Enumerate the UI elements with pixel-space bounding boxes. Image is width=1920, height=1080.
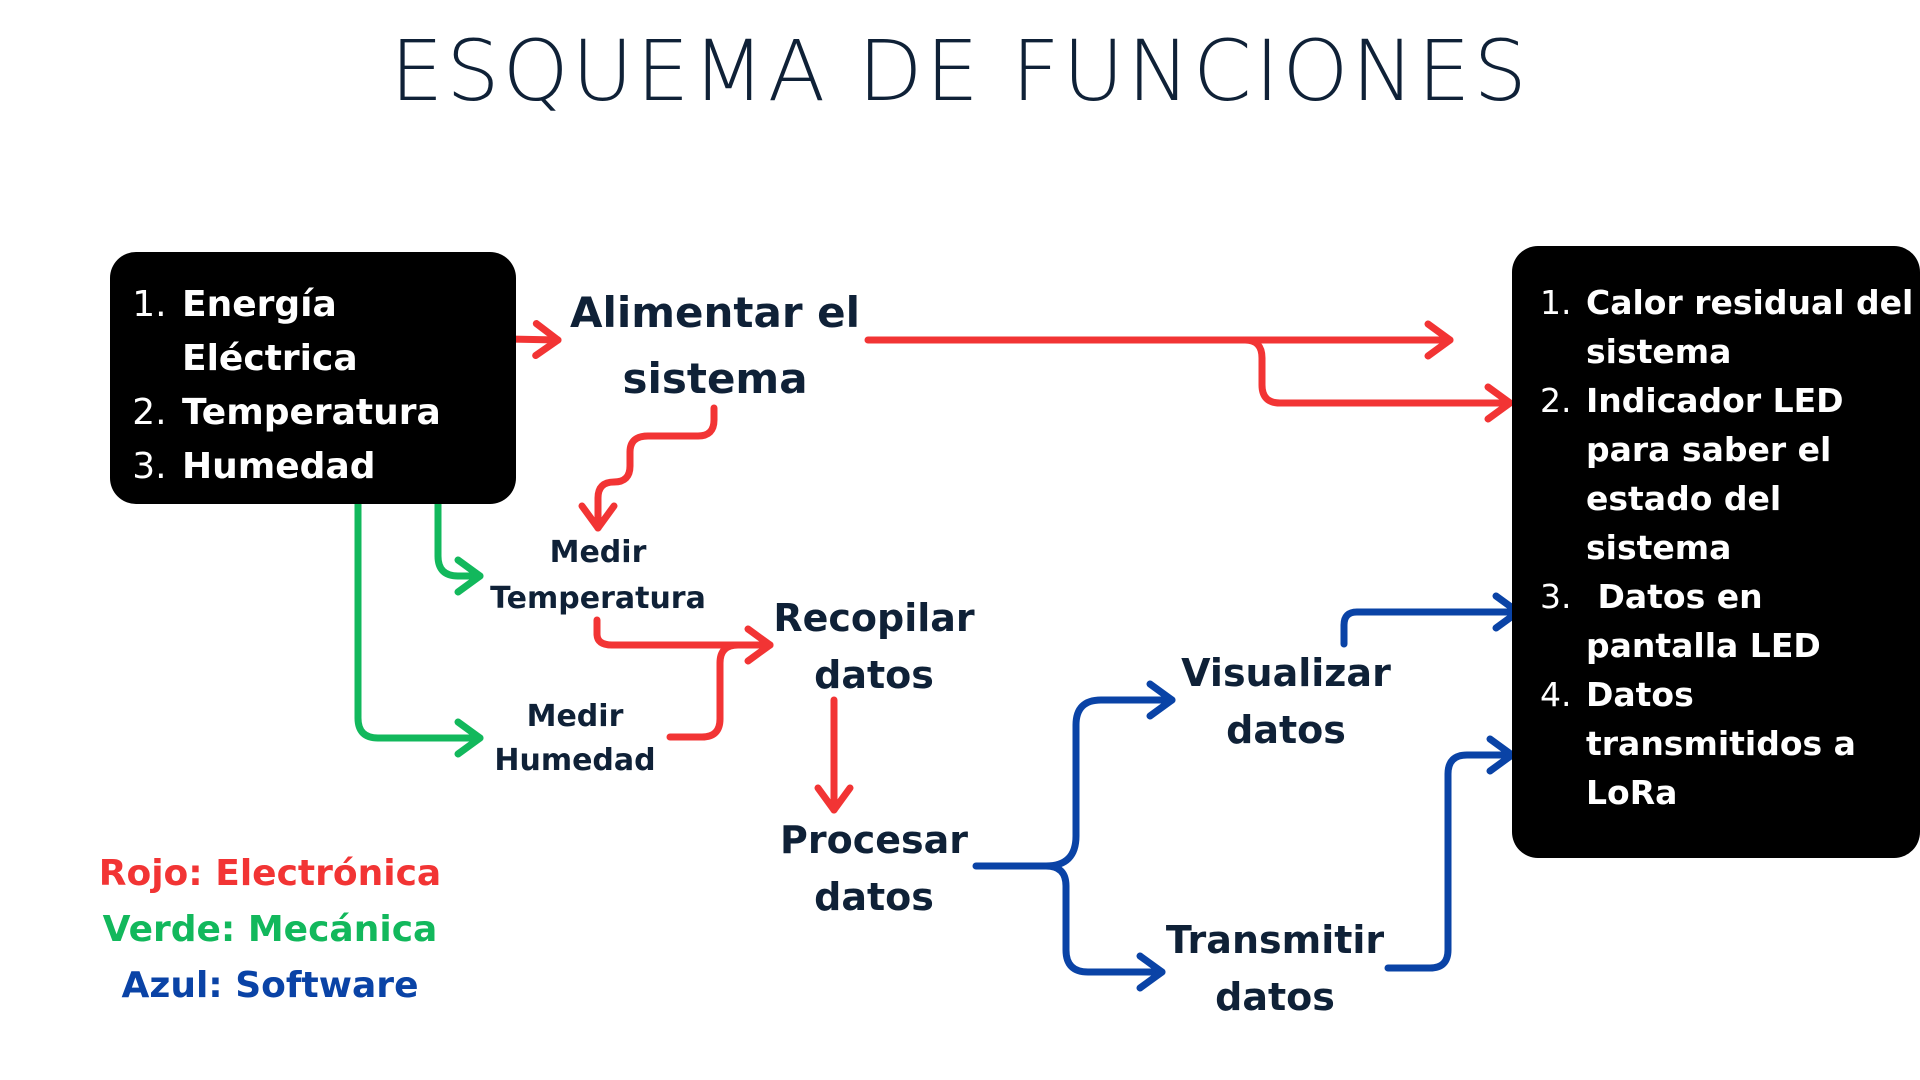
output-calor-residual: 1. Calor residual del sistema — [1582, 278, 1920, 376]
arrow-humedad-to-medir-hum — [358, 488, 480, 738]
node-alimentar-sistema — [540, 280, 890, 412]
node-transmitir-line-1: Transmitir — [1165, 918, 1385, 962]
arrow-transmitir-to-lora — [1388, 755, 1512, 968]
arrow-alimentar-to-led — [1245, 340, 1510, 403]
node-visualizar-datos — [1166, 645, 1406, 759]
output-pantalla-led: 3. Datos en pantalla LED — [1582, 572, 1920, 670]
node-procesar-line-2: datos — [814, 875, 934, 919]
node-visualizar-line-1: Visualizar — [1181, 651, 1391, 695]
arrow-procesar-to-transmitir — [1046, 866, 1162, 972]
node-transmitir-datos — [1160, 912, 1390, 1026]
arrow-medir-temp-to-recopilar — [597, 620, 770, 645]
node-medir-temperatura-line-2: Temperatura — [490, 581, 706, 616]
color-legend — [60, 846, 480, 1014]
arrow-alimentar-to-medir-temp — [598, 408, 714, 528]
outputs-box — [1512, 246, 1920, 858]
input-temperatura: 2. Temperatura — [178, 386, 516, 440]
node-medir-temperatura-line-1: Medir — [549, 535, 647, 570]
node-alimentar-line-2: sistema — [622, 354, 808, 403]
output-lora: 4. Datos transmitidos a LoRa — [1582, 670, 1920, 817]
output-indicador-led: 2. Indicador LED para saber el estado del sistema — [1582, 376, 1920, 572]
inputs-box — [110, 252, 516, 504]
node-recopilar-line-1: Recopilar — [773, 596, 975, 640]
legend-verde: Verde: Mecánica — [102, 909, 438, 950]
node-transmitir-line-2: datos — [1215, 975, 1335, 1019]
node-medir-humedad-line-1: Medir — [526, 699, 624, 734]
arrow-visualizar-to-pantalla — [1344, 612, 1518, 644]
legend-rojo: Rojo: Electrónica — [98, 853, 442, 894]
node-medir-temperatura — [480, 530, 716, 622]
node-recopilar-line-2: datos — [814, 653, 934, 697]
input-humedad: 3. Humedad — [178, 440, 516, 494]
page-title: ESQUEMA DE FUNCIONES — [390, 22, 1530, 120]
node-alimentar-line-1: Alimentar el — [569, 288, 861, 337]
input-energia: 1. Energía Eléctrica — [178, 278, 516, 386]
node-procesar-datos — [752, 812, 996, 926]
node-visualizar-line-2: datos — [1226, 708, 1346, 752]
node-procesar-line-1: Procesar — [780, 818, 968, 862]
node-medir-humedad-line-2: Humedad — [494, 743, 656, 778]
node-recopilar-datos — [752, 590, 996, 704]
legend-azul: Azul: Software — [121, 965, 419, 1006]
node-medir-humedad — [480, 695, 670, 783]
arrow-procesar-to-visualizar — [976, 700, 1172, 866]
